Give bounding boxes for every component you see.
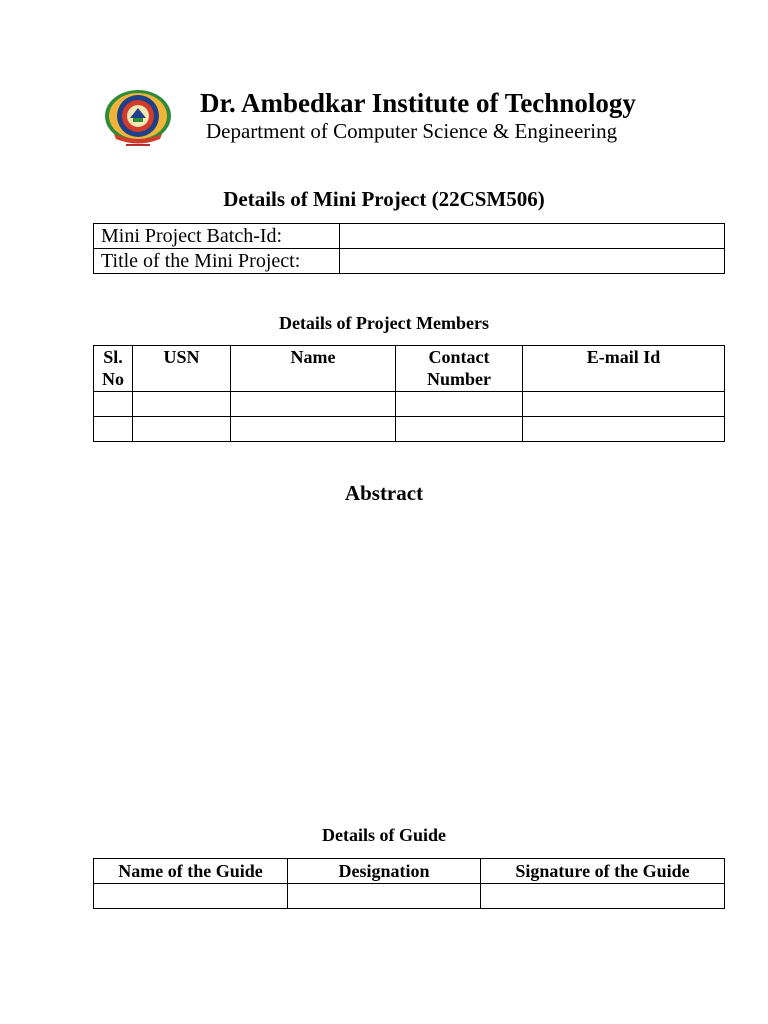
table-row [94, 249, 725, 274]
member-sl-no-cell[interactable] [94, 417, 133, 442]
project-title-field[interactable] [340, 249, 725, 274]
members-heading: Details of Project Members [278, 313, 490, 333]
member-usn-cell[interactable] [133, 392, 231, 417]
guide-name-cell[interactable] [94, 884, 288, 909]
member-name-cell[interactable] [231, 417, 396, 442]
guide-heading: Details of Guide [322, 825, 446, 845]
column-header-usn: USN [133, 346, 231, 392]
table-row [94, 884, 725, 909]
batch-id-field[interactable] [340, 224, 725, 249]
guide-signature-cell[interactable] [481, 884, 725, 909]
project-details-heading: Details of Mini Project (22CSM506) [223, 187, 545, 211]
member-email-cell[interactable] [523, 392, 725, 417]
member-contact-cell[interactable] [396, 392, 523, 417]
institute-name: Dr. Ambedkar Institute of Technology [200, 88, 636, 118]
member-email-cell[interactable] [523, 417, 725, 442]
table-row [94, 224, 725, 249]
column-header-contact-number: Contact Number [396, 346, 523, 392]
column-header-sl-no: Sl. No [94, 346, 133, 392]
abstract-heading: Abstract [344, 481, 424, 505]
column-header-designation: Designation [288, 859, 481, 884]
batch-id-label: Mini Project Batch-Id: [94, 224, 340, 249]
project-title-label: Title of the Mini Project: [94, 249, 340, 274]
table-row [94, 392, 725, 417]
member-name-cell[interactable] [231, 392, 396, 417]
guide-table [93, 858, 725, 909]
column-header-guide-name: Name of the Guide [94, 859, 288, 884]
members-table [93, 345, 725, 442]
column-header-email-id: E-mail Id [523, 346, 725, 392]
institute-logo-icon [100, 86, 176, 150]
member-sl-no-cell[interactable] [94, 392, 133, 417]
department-name: Department of Computer Science & Engineering [206, 119, 618, 143]
guide-designation-cell[interactable] [288, 884, 481, 909]
member-usn-cell[interactable] [133, 417, 231, 442]
member-contact-cell[interactable] [396, 417, 523, 442]
project-details-table [93, 223, 725, 274]
column-header-name: Name [231, 346, 396, 392]
table-header-row [94, 346, 725, 392]
column-header-signature: Signature of the Guide [481, 859, 725, 884]
table-row [94, 417, 725, 442]
table-header-row [94, 859, 725, 884]
